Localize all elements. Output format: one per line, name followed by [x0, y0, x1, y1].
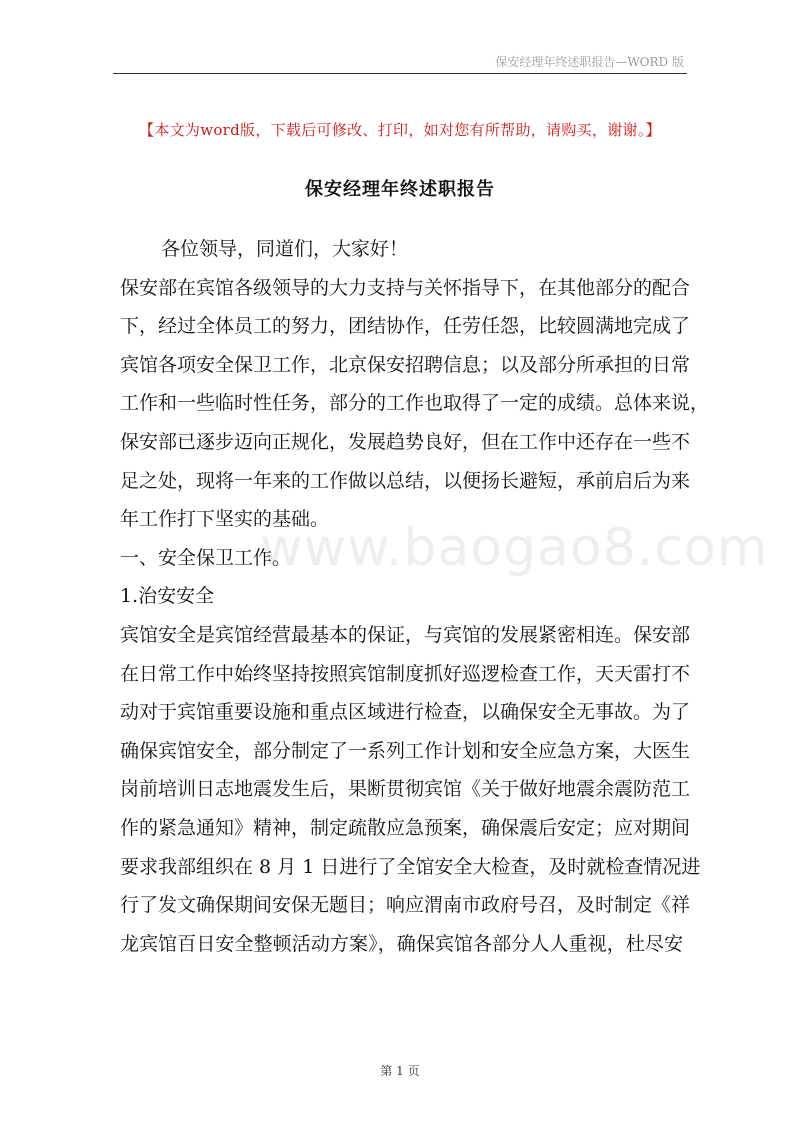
paragraph-line: 确保宾馆安全，部分制定了一系列工作计划和安全应急方案，大医生	[120, 739, 691, 762]
header-rule	[113, 73, 687, 74]
section-heading: 一、安全保卫工作。	[120, 546, 292, 569]
paragraph-line: 宾馆安全是宾馆经营最基本的保证，与宾馆的发展紧密相连。保安部	[120, 623, 691, 646]
paragraph-line: 年工作打下坚实的基础。	[120, 508, 330, 531]
watermark: www.baogao8.com	[260, 518, 769, 578]
greeting-line: 各位领导，同道们，大家好！	[161, 238, 409, 260]
document-title: 保安经理年终述职报告	[305, 179, 495, 200]
paragraph-line: 工作和一些临时性任务，部分的工作也取得了一定的成绩。总体来说，	[120, 392, 710, 415]
subsection-heading: 1.治安安全	[120, 585, 215, 608]
paragraph-line: 岗前培训日志地震发生后，果断贯彻宾馆《关于做好地震余震防范工	[120, 778, 691, 801]
paragraph-line: 龙宾馆百日安全整顿活动方案》，确保宾馆各部分人人重视，杜尽安	[120, 932, 683, 955]
paragraph-line: 作的紧急通知》精神，制定疏散应急预案，确保震后安定；应对期间	[120, 816, 691, 839]
paragraph-line: 要求我部组织在 8 月 1 日进行了全馆安全大检查，及时就检查情况进	[120, 855, 701, 878]
paragraph-line: 下，经过全体员工的努力，团结协作，任劳任怨，比较圆满地完成了	[120, 315, 691, 338]
document-body	[120, 230, 710, 963]
paragraph-line: 动对于宾馆重要设施和重点区域进行检查，以确保安全无事故。为了	[120, 701, 691, 724]
paragraph-line: 保安部已逐步迈向正规化，发展趋势良好，但在工作中还存在一些不	[120, 430, 691, 453]
paragraph-line: 在日常工作中始终坚持按照宾馆制度抓好巡逻检查工作，天天雷打不	[120, 662, 691, 685]
paragraph-line: 足之处，现将一年来的工作做以总结，以便扬长避短，承前启后为来	[120, 469, 691, 492]
paragraph-line: 保安部在宾馆各级领导的大力支持与关怀指导下，在其他部分的配合	[120, 276, 691, 299]
page-header-text: 保安经理年终述职报告—WORD 版	[495, 55, 684, 69]
purchase-notice: 【本文为word版，下载后可修改、打印，如对您有所帮助，请购买，谢谢。】	[139, 121, 661, 139]
paragraph-line: 行了发文确保期间安保无题目；响应渭南市政府号召，及时制定《祥	[120, 894, 691, 917]
page-number: 第 1 页	[380, 1064, 420, 1078]
paragraph-line: 宾馆各项安全保卫工作，北京保安招聘信息；以及部分所承担的日常	[120, 353, 691, 376]
